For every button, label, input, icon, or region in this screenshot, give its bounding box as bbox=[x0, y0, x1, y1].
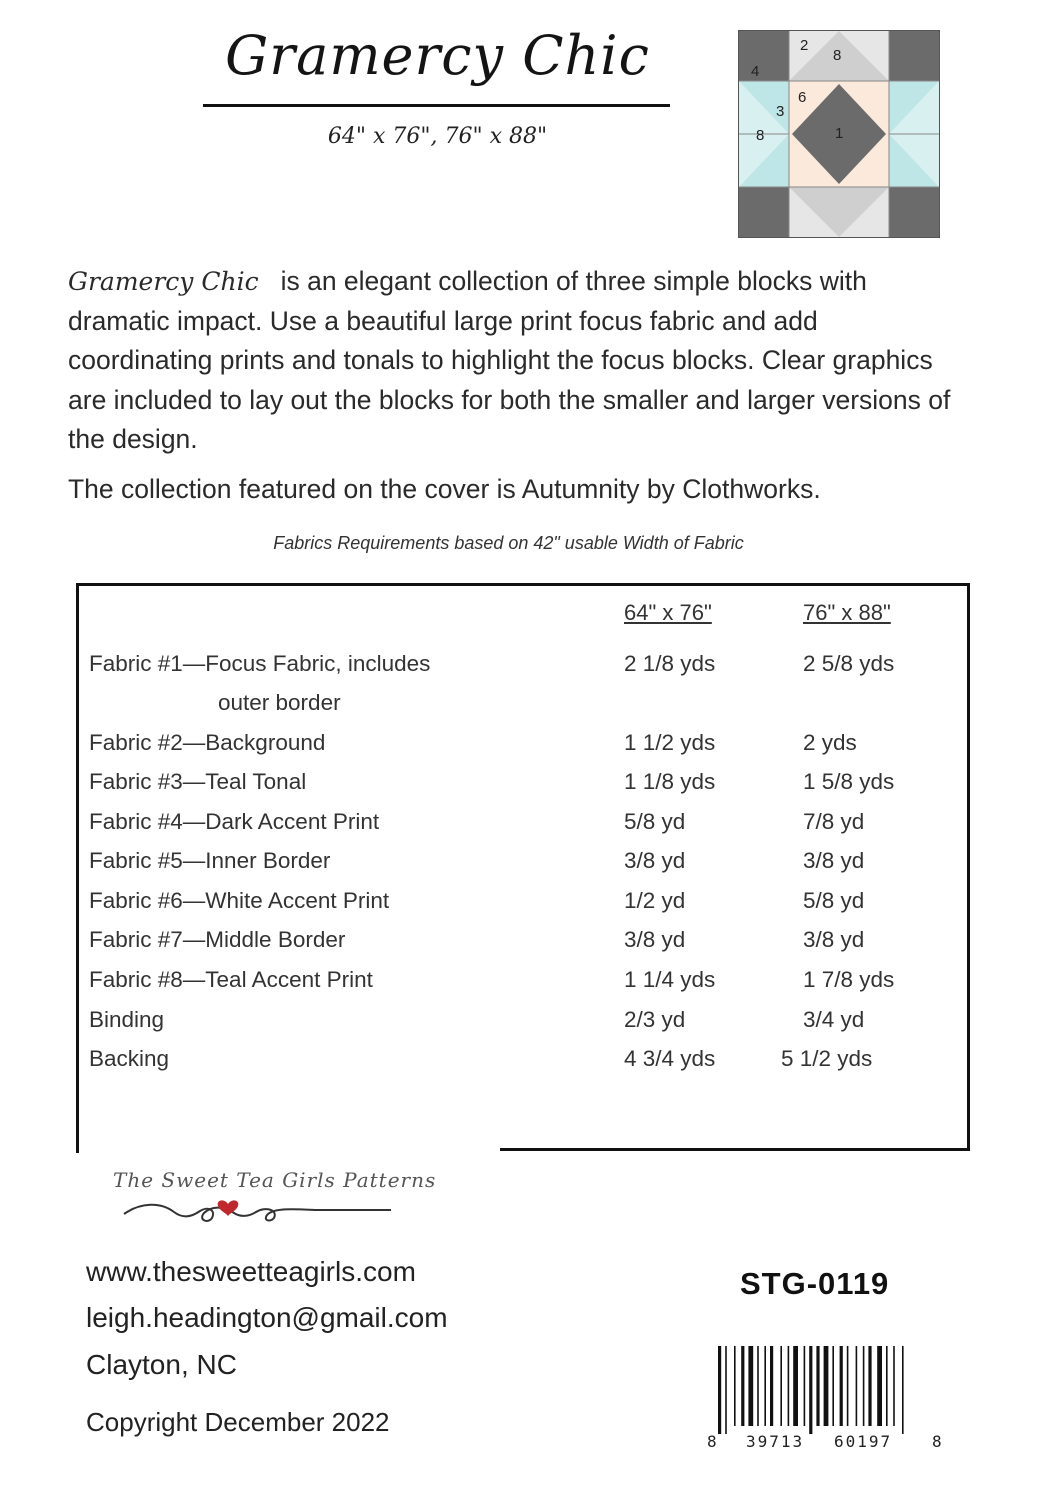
barcode-group-1: 39713 bbox=[746, 1432, 805, 1451]
pattern-description bbox=[68, 262, 968, 460]
email-link[interactable]: leigh.headington@gmail.com bbox=[86, 1302, 448, 1333]
requirements-note: Fabrics Requirements based on 42" usable Width of Fabric bbox=[273, 533, 744, 553]
table-row bbox=[89, 769, 949, 809]
barcode-bar bbox=[902, 1346, 904, 1434]
block-label: 2 bbox=[800, 37, 809, 54]
quilt-block-diagram bbox=[738, 30, 940, 238]
yardage-small: 1/2 yd bbox=[624, 888, 686, 913]
yardage-small: 1 1/8 yds bbox=[624, 769, 716, 794]
yardage-small: 3/8 yd bbox=[624, 927, 686, 952]
table-border-top bbox=[76, 583, 970, 586]
yardage-small: 2 1/8 yds bbox=[624, 651, 716, 676]
barcode-bar bbox=[863, 1346, 865, 1426]
yardage-large: 3/4 yd bbox=[803, 1007, 865, 1032]
title-underline bbox=[203, 104, 670, 107]
barcode-bar bbox=[725, 1346, 727, 1434]
fabric-name: Fabric #5—Inner Border bbox=[89, 848, 331, 873]
fabric-name: Binding bbox=[89, 1007, 165, 1032]
block-label: 8 bbox=[833, 47, 842, 64]
yardage-small: 5/8 yd bbox=[624, 809, 686, 834]
block-label: 8 bbox=[756, 127, 765, 144]
fabric-name: Fabric #1—Focus Fabric, includes bbox=[89, 651, 431, 676]
yardage-large: 2 5/8 yds bbox=[803, 651, 895, 676]
barcode-bar bbox=[780, 1346, 782, 1426]
block-label: 6 bbox=[798, 89, 807, 106]
brand-logo bbox=[108, 1166, 498, 1236]
table-row bbox=[89, 730, 949, 770]
block-corner-br bbox=[889, 187, 939, 237]
barcode-bar bbox=[734, 1346, 736, 1426]
description-brand: Gramercy Chic bbox=[68, 267, 259, 296]
table-row bbox=[89, 967, 949, 1007]
barcode-digit-right: 8 bbox=[932, 1432, 942, 1451]
block-label: 3 bbox=[776, 103, 785, 120]
barcode-bar bbox=[824, 1346, 829, 1426]
yardage-small: 4 3/4 yds bbox=[624, 1046, 716, 1071]
location-text: Clayton, NC bbox=[86, 1349, 237, 1380]
description-text: is an elegant collection of three simple blocks with dramatic impact. Use a beautiful large print focus fabric and add coordinating prints and tonals to highlight the focus blocks. Clear graphics are included to lay out the blocks for both the smaller and larger versions of the design. bbox=[68, 266, 951, 454]
yardage-large: 1 5/8 yds bbox=[803, 769, 895, 794]
fabric-name: Fabric #7—Middle Border bbox=[89, 927, 346, 952]
barcode-bar bbox=[856, 1346, 858, 1426]
table-border-right bbox=[967, 583, 970, 1151]
yardage-large: 1 7/8 yds bbox=[803, 967, 895, 992]
brand-logo-text: The Sweet Tea Girls Patterns bbox=[113, 1168, 437, 1192]
fabric-name: Fabric #6—White Accent Print bbox=[89, 888, 390, 913]
barcode-bar bbox=[741, 1346, 744, 1426]
barcode-bar bbox=[847, 1346, 849, 1426]
barcode-digit-left: 8 bbox=[707, 1432, 717, 1451]
table-row bbox=[89, 927, 949, 967]
barcode-bar bbox=[793, 1346, 798, 1426]
table-border-left bbox=[76, 583, 79, 1153]
barcode-bar bbox=[809, 1346, 812, 1434]
yardage-large: 2 yds bbox=[803, 730, 857, 755]
barcode-bar bbox=[788, 1346, 790, 1426]
barcode-bar bbox=[770, 1346, 773, 1426]
barcode-bar bbox=[748, 1346, 753, 1426]
pattern-title: Gramercy Chic bbox=[225, 24, 650, 87]
fabric-name: Fabric #8—Teal Accent Print bbox=[89, 967, 373, 992]
yardage-large: 3/8 yd bbox=[803, 927, 865, 952]
barcode-bar bbox=[764, 1346, 766, 1426]
column-header-small: 64" x 76" bbox=[624, 600, 712, 625]
table-row bbox=[89, 848, 949, 888]
barcode-group-2: 60197 bbox=[834, 1432, 893, 1451]
barcode-bar bbox=[804, 1346, 806, 1426]
barcode-bar bbox=[816, 1346, 819, 1426]
table-row bbox=[89, 1046, 949, 1086]
block-corner-tl bbox=[739, 31, 789, 81]
barcode-bar bbox=[840, 1346, 843, 1426]
yardage-large: 3/8 yd bbox=[803, 848, 865, 873]
barcode bbox=[712, 1346, 942, 1434]
barcode-bar bbox=[757, 1346, 759, 1426]
block-corner-tr bbox=[889, 31, 939, 81]
yardage-small: 2/3 yd bbox=[624, 1007, 686, 1032]
table-row bbox=[89, 1007, 949, 1047]
featured-collection: The collection featured on the cover is Autumnity by Clothworks. bbox=[68, 474, 821, 504]
column-header-large: 76" x 88" bbox=[803, 600, 891, 625]
fabric-name: Fabric #2—Background bbox=[89, 730, 326, 755]
barcode-bar bbox=[868, 1346, 871, 1426]
fabric-name: Backing bbox=[89, 1046, 170, 1071]
fabric-name: Fabric #4—Dark Accent Print bbox=[89, 809, 380, 834]
yardage-large: 5/8 yd bbox=[803, 888, 865, 913]
quilt-sizes: 64" x 76", 76" x 88" bbox=[327, 124, 548, 149]
website-link[interactable]: www.thesweetteagirls.com bbox=[86, 1256, 416, 1287]
barcode-bar bbox=[886, 1346, 888, 1426]
table-row bbox=[89, 690, 949, 730]
yardage-large: 7/8 yd bbox=[803, 809, 865, 834]
barcode-bar bbox=[893, 1346, 895, 1426]
copyright-text: Copyright December 2022 bbox=[86, 1407, 390, 1437]
barcode-bar bbox=[832, 1346, 834, 1426]
block-corner-bl bbox=[739, 187, 789, 237]
swirl-heart-icon bbox=[116, 1196, 406, 1230]
block-label: 4 bbox=[751, 63, 760, 80]
pattern-sku: STG-0119 bbox=[740, 1266, 890, 1301]
table-row bbox=[89, 809, 949, 849]
yardage-small: 1 1/4 yds bbox=[624, 967, 716, 992]
fabric-name: Fabric #3—Teal Tonal bbox=[89, 769, 307, 794]
yardage-large: 5 1/2 yds bbox=[781, 1046, 873, 1071]
block-label: 1 bbox=[835, 125, 844, 142]
table-row bbox=[89, 651, 949, 691]
yardage-small: 3/8 yd bbox=[624, 848, 686, 873]
table-border-bottom bbox=[500, 1148, 970, 1151]
barcode-bar bbox=[718, 1346, 721, 1434]
fabric-name: outer border bbox=[218, 690, 341, 715]
table-row bbox=[89, 888, 949, 928]
barcode-bar bbox=[877, 1346, 882, 1426]
yardage-small: 1 1/2 yds bbox=[624, 730, 716, 755]
